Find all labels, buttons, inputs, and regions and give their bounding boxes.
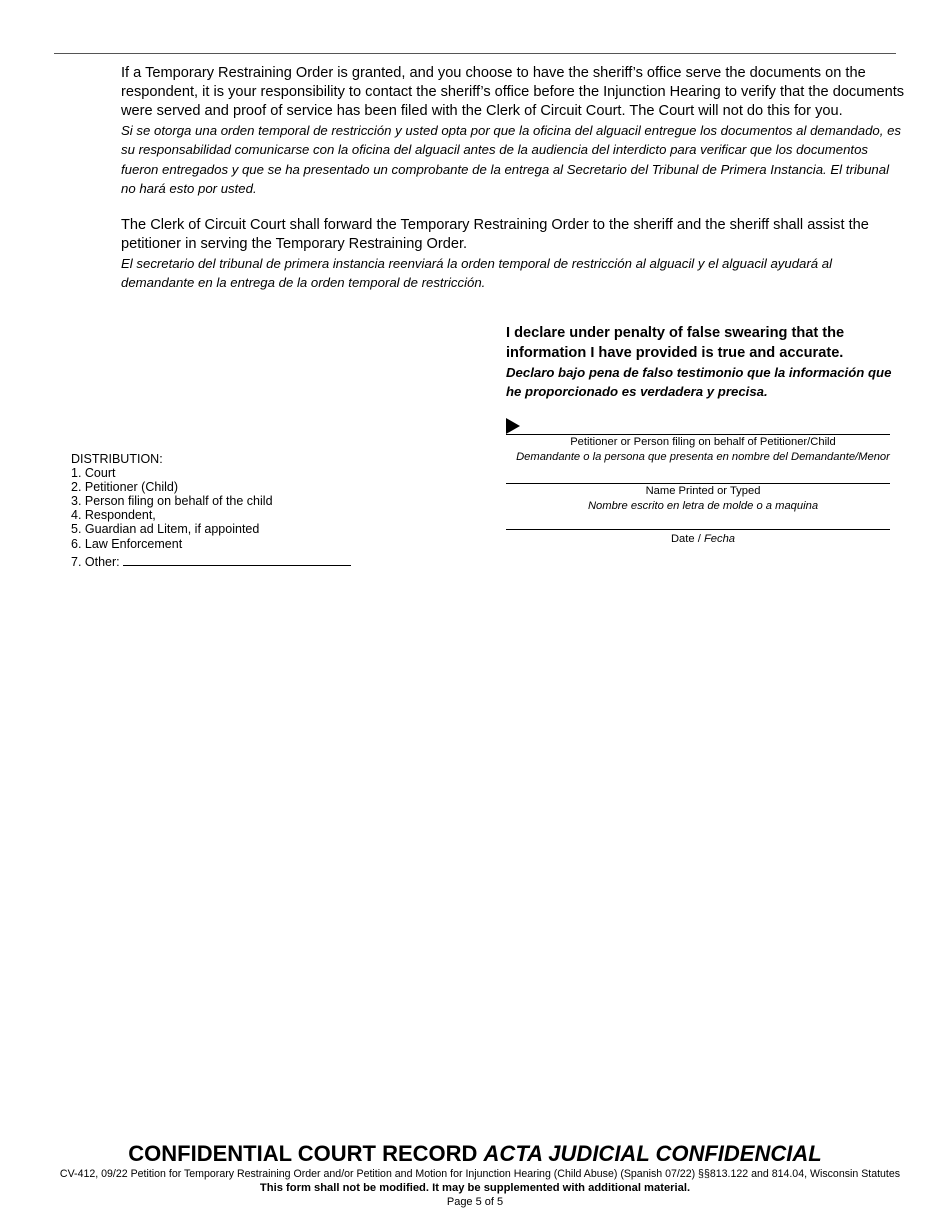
service-instructions bbox=[121, 64, 907, 293]
distribution-other-field[interactable] bbox=[123, 553, 351, 566]
clerk-forward-en: The Clerk of Circuit Court shall forward the Temporary Restraining Order to the sheriff and the sheriff shall assist the petitioner in serving the Temporary Restraining Order. bbox=[121, 217, 869, 253]
distribution-other bbox=[71, 553, 351, 569]
date-label-es: Fecha bbox=[703, 533, 736, 545]
date-line[interactable] bbox=[506, 529, 890, 530]
confidential-banner bbox=[0, 1141, 950, 1167]
top-divider bbox=[54, 53, 896, 54]
printed-name-label-en: Name Printed or Typed bbox=[645, 485, 761, 497]
service-instruction-en: If a Temporary Restraining Order is granted, and you choose to have the sheriff’s office serve the documents on the respondent, it is your responsibility to contact the sheriff’s office before the Injunction Hearing to verify that the documents were served and proof of service has been filed with the Clerk of Circuit Court. The Court will not do this for you. bbox=[121, 65, 905, 119]
modification-notice: This form shall not be modified. It may be supplemented with additional material. bbox=[259, 1182, 691, 1194]
page-footer bbox=[0, 1141, 950, 1210]
sign-here-arrow-icon bbox=[506, 418, 520, 434]
distribution-heading: DISTRIBUTION: bbox=[71, 452, 163, 466]
petitioner-signature-label-es: Demandante o la persona que presenta en nombre del Demandante/Menor bbox=[516, 451, 890, 463]
confidential-en: CONFIDENTIAL COURT RECORD bbox=[128, 1141, 484, 1166]
clerk-forward-es: El secretario del tribunal de primera instancia reenviará la orden temporal de restricción al alguacil y el alguacil ayudará al demandante en la entrega de la orden temporal de restricción. bbox=[121, 256, 833, 291]
distribution-list bbox=[71, 452, 351, 569]
service-instruction-es: Si se otorga una orden temporal de restricción y usted opta por que la oficina del alguacil entregue los documentos al demandado, es su responsabilidad comunicarse con la oficina del alguacil antes de la audiencia del interdicto para verificar que los documentos fueron entregados y que se ha presentado un comprobante de la entrega al Secretario del Tribunal de Primera Instancia. El tribunal no hará esto por usted. bbox=[121, 123, 902, 196]
distribution-other-label: 7. Other: bbox=[71, 554, 120, 569]
petitioner-signature-label-en: Petitioner or Person filing on behalf of Petitioner/Child bbox=[570, 436, 836, 448]
declaration-en: I declare under penalty of false swearing that the information I have provided is true and accurate. bbox=[506, 325, 845, 361]
form-identifier: CV-412, 09/22 Petition for Temporary Restraining Order and/or Petition and Motion for Injunction Hearing (Child Abuse) (Spanish 07/22) §§813.122 and 814.04, Wisconsin Statutes bbox=[59, 1168, 901, 1180]
declaration bbox=[506, 324, 906, 401]
date-label-en: Date / bbox=[670, 533, 704, 545]
list-item: 5. Guardian ad Litem, if appointed bbox=[71, 522, 260, 537]
printed-name-label-es: Nombre escrito en letra de molde o a maquina bbox=[587, 500, 819, 512]
date-label bbox=[506, 532, 900, 547]
declaration-es: Declaro bajo pena de falso testimonio que la información que he proporcionado es verdadera y precisa. bbox=[506, 365, 892, 399]
list-item: 2. Petitioner (Child) bbox=[71, 480, 178, 495]
list-item: 6. Law Enforcement bbox=[71, 536, 183, 551]
list-item: 4. Respondent, bbox=[71, 508, 156, 523]
confidential-es: ACTA JUDICIAL CONFIDENCIAL bbox=[483, 1141, 822, 1166]
page-number: Page 5 of 5 bbox=[446, 1196, 504, 1208]
list-item: 3. Person filing on behalf of the child bbox=[71, 494, 273, 509]
list-item: 1. Court bbox=[71, 466, 116, 481]
